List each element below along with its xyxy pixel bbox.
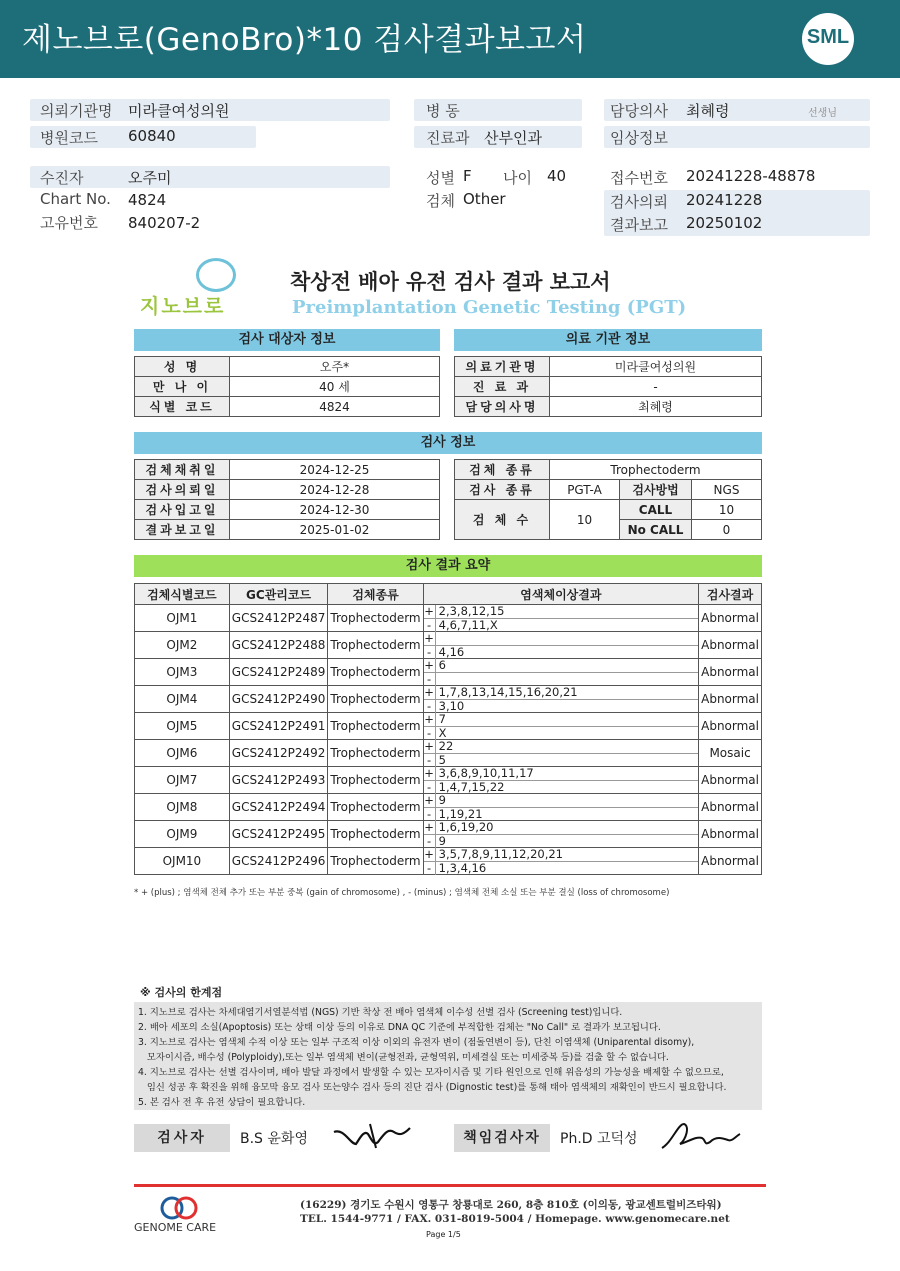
report-subtitle: Preimplantation Genetic Testing (PGT) bbox=[292, 297, 687, 318]
results-header: 검사 결과 요약 bbox=[134, 555, 762, 577]
table-row bbox=[135, 605, 762, 632]
limits-box bbox=[134, 1002, 762, 1110]
limit-line: 임신 성공 후 확진을 위해 융모막 융모 검사 또는양수 검사 등의 진단 검사 (Dignostic test)를 통해 태아 염색체의 재확인이 반드시 필요합니다. bbox=[138, 1082, 727, 1093]
chromosome-result-cell bbox=[423, 632, 699, 659]
spec-type-cell: Trophectoderm bbox=[328, 767, 423, 794]
collect-label: 검체채취일 bbox=[135, 460, 230, 480]
chart-label: Chart No. bbox=[40, 190, 111, 208]
institution-value: 미라클여성의원 bbox=[128, 102, 230, 120]
gc-code-cell: GCS2412P2493 bbox=[229, 767, 328, 794]
spec-type-cell: Trophectoderm bbox=[328, 659, 423, 686]
minus-chromosomes: 5 bbox=[438, 753, 446, 767]
sex-value: F bbox=[463, 167, 472, 185]
minus-chromosome-line bbox=[424, 780, 699, 793]
nocall-label: No CALL bbox=[620, 520, 692, 540]
minus-sign: - bbox=[424, 727, 436, 740]
report-date-value: 20250102 bbox=[686, 214, 763, 232]
plus-chromosomes: 2,3,8,12,15 bbox=[438, 604, 505, 618]
gc-code-cell: GCS2412P2487 bbox=[229, 605, 328, 632]
contact-line: TEL. 1544-9771 / FAX. 031-8019-5004 / Homepage. www.genomecare.net bbox=[300, 1213, 730, 1225]
dept-label: 진료과 bbox=[426, 129, 470, 147]
plus-chromosome-line bbox=[424, 632, 699, 645]
table-row bbox=[135, 659, 762, 686]
doctor-value: 최혜령 bbox=[686, 102, 730, 120]
minus-chromosomes: 1,4,7,15,22 bbox=[438, 780, 505, 794]
minus-sign: - bbox=[424, 862, 436, 875]
tester-label: 검사자 bbox=[134, 1124, 230, 1152]
test-header: 검사 정보 bbox=[134, 432, 762, 454]
request-label: 검사의뢰 bbox=[610, 193, 668, 211]
ward-label: 병 동 bbox=[426, 102, 460, 120]
minus-chromosomes: 4,16 bbox=[438, 645, 465, 659]
plus-chromosomes: 1,7,8,13,14,15,16,20,21 bbox=[438, 685, 578, 699]
minus-chromosome-line bbox=[424, 645, 699, 658]
clinic-dept: - bbox=[550, 377, 762, 397]
plus-sign: + bbox=[424, 658, 434, 672]
chromosome-result-cell bbox=[423, 686, 699, 713]
plus-chromosome-line bbox=[424, 821, 699, 834]
spec-type-cell: Trophectoderm bbox=[328, 794, 423, 821]
minus-chromosome-line bbox=[424, 699, 699, 712]
clinic-table bbox=[454, 356, 762, 417]
minus-chromosomes: 4,6,7,11,X bbox=[438, 618, 498, 632]
subject-header: 검사 대상자 정보 bbox=[134, 329, 440, 351]
gc-code-cell: GCS2412P2495 bbox=[229, 821, 328, 848]
call-label: CALL bbox=[620, 500, 692, 520]
plus-chromosome-line bbox=[424, 794, 699, 807]
subject-age: 40 세 bbox=[230, 377, 440, 397]
plus-chromosomes: 3,6,8,9,10,11,17 bbox=[438, 766, 534, 780]
minus-chromosome-line bbox=[424, 861, 699, 874]
unique-label: 고유번호 bbox=[40, 214, 98, 232]
gc-code-cell: GCS2412P2494 bbox=[229, 794, 328, 821]
patient-label: 수진자 bbox=[40, 169, 84, 187]
results-table bbox=[134, 583, 762, 875]
chromosome-result-cell bbox=[423, 740, 699, 767]
sample-id-cell: OJM6 bbox=[135, 740, 230, 767]
minus-sign: - bbox=[424, 646, 436, 659]
col-sample-id: 검체식별코드 bbox=[135, 584, 230, 605]
table-row bbox=[135, 713, 762, 740]
spec-type-cell: Trophectoderm bbox=[328, 740, 423, 767]
gc-code-cell: GCS2412P2496 bbox=[229, 848, 328, 875]
table-row bbox=[135, 686, 762, 713]
minus-chromosomes: 1,3,4,16 bbox=[438, 861, 487, 875]
request-value: 20241228 bbox=[686, 191, 763, 209]
spec-type-label: 검체 종류 bbox=[455, 460, 550, 480]
results-footnote: * + (plus) ; 염색체 전체 추가 또는 부분 중복 (gain of chromosome) , - (minus) ; 염색체 전체 소실 또는 부분 결실 (loss of chromosome) bbox=[134, 888, 670, 898]
plus-chromosome-line bbox=[424, 659, 699, 672]
chromosome-result-cell bbox=[423, 659, 699, 686]
receipt-label: 접수번호 bbox=[610, 169, 668, 187]
result-cell: Abnormal bbox=[699, 686, 762, 713]
limit-line: 2. 배아 세포의 소실(Apoptosis) 또는 상태 이상 등의 이유로 DNA QC 기준에 부적합한 검체는 "No Call" 로 결과가 보고됩니다. bbox=[138, 1022, 661, 1033]
unique-value: 840207-2 bbox=[128, 214, 201, 232]
sample-id-cell: OJM10 bbox=[135, 848, 230, 875]
minus-chromosomes: 1,19,21 bbox=[438, 807, 483, 821]
receipt-value: 20241228-48878 bbox=[686, 167, 816, 185]
plus-chromosomes: 6 bbox=[438, 658, 446, 672]
sample-id-cell: OJM1 bbox=[135, 605, 230, 632]
minus-chromosome-line bbox=[424, 726, 699, 739]
limit-line: 3. 지노브로 검사는 염색체 수적 이상 또는 일부 구조적 이상 이외의 유전자 변이 (점돌연변이 등), 단친 이염색체 (Uniparental disomy), bbox=[138, 1037, 695, 1048]
dept-value: 산부인과 bbox=[484, 129, 542, 147]
spec-type-cell: Trophectoderm bbox=[328, 632, 423, 659]
minus-sign: - bbox=[424, 673, 436, 686]
subject-table bbox=[134, 356, 440, 417]
plus-chromosome-line bbox=[424, 713, 699, 726]
sample-id-cell: OJM4 bbox=[135, 686, 230, 713]
subject-name-label: 성 명 bbox=[135, 357, 230, 377]
plus-chromosome-line bbox=[424, 848, 699, 861]
limits-header: ※ 검사의 한계점 bbox=[140, 986, 223, 999]
specimen-label: 검체 bbox=[426, 192, 455, 210]
sml-logo-text: SML bbox=[806, 26, 850, 48]
clinic-inst-label: 의료기관명 bbox=[455, 357, 550, 377]
specimen-value: Other bbox=[463, 190, 506, 208]
spec-type: Trophectoderm bbox=[550, 460, 762, 480]
test-detail-table bbox=[454, 459, 762, 540]
minus-sign: - bbox=[424, 781, 436, 794]
genome-care-name: GENOME CARE bbox=[134, 1221, 217, 1234]
plus-sign: + bbox=[424, 793, 434, 807]
plus-chromosome-line bbox=[424, 605, 699, 618]
result-cell: Abnormal bbox=[699, 659, 762, 686]
result-cell: Abnormal bbox=[699, 848, 762, 875]
document-title: 제노브로(GenoBro)*10 검사결과보고서 bbox=[22, 22, 587, 58]
nocall: 0 bbox=[692, 520, 762, 540]
chart-value: 4824 bbox=[128, 191, 167, 209]
subject-name: 오주* bbox=[230, 357, 440, 377]
sex-label: 성별 bbox=[426, 169, 455, 187]
minus-chromosomes: X bbox=[438, 726, 447, 740]
hospital-code-label: 병원코드 bbox=[40, 129, 98, 147]
minus-sign: - bbox=[424, 700, 436, 713]
institution-label: 의뢰기관명 bbox=[40, 102, 113, 120]
col-gc-code: GC관리코드 bbox=[229, 584, 328, 605]
plus-chromosomes: 1,6,19,20 bbox=[438, 820, 494, 834]
patient-box bbox=[30, 166, 390, 188]
plus-sign: + bbox=[424, 766, 434, 780]
method: NGS bbox=[692, 480, 762, 500]
col-spec-type: 검체종류 bbox=[328, 584, 423, 605]
plus-sign: + bbox=[424, 820, 434, 834]
request-date-label: 검사의뢰일 bbox=[135, 480, 230, 500]
sample-id-cell: OJM7 bbox=[135, 767, 230, 794]
chromosome-result-cell bbox=[423, 605, 699, 632]
plus-sign: + bbox=[424, 631, 434, 645]
age-value: 40 bbox=[547, 167, 567, 185]
subject-id-label: 식별 코드 bbox=[135, 397, 230, 417]
subject-age-label: 만 나 이 bbox=[135, 377, 230, 397]
minus-chromosome-line bbox=[424, 672, 699, 685]
chromosome-result-cell bbox=[423, 848, 699, 875]
footer-divider bbox=[134, 1184, 766, 1187]
minus-chromosome-line bbox=[424, 834, 699, 847]
chief-name: Ph.D 고덕성 bbox=[560, 1131, 638, 1147]
table-row bbox=[135, 767, 762, 794]
report-label: 결과보고일 bbox=[135, 520, 230, 540]
minus-sign: - bbox=[424, 619, 436, 632]
limit-line: 5. 본 검사 전 후 유전 상담이 필요합니다. bbox=[138, 1097, 306, 1108]
sample-id-cell: OJM9 bbox=[135, 821, 230, 848]
gc-code-cell: GCS2412P2491 bbox=[229, 713, 328, 740]
result-cell: Abnormal bbox=[699, 605, 762, 632]
spec-type-cell: Trophectoderm bbox=[328, 713, 423, 740]
col-result: 검사결과 bbox=[699, 584, 762, 605]
minus-chromosomes: 9 bbox=[438, 834, 446, 848]
plus-sign: + bbox=[424, 739, 434, 753]
tester-signature bbox=[330, 1118, 414, 1154]
minus-chromosome-line bbox=[424, 807, 699, 820]
sample-id-cell: OJM5 bbox=[135, 713, 230, 740]
receive-date: 2024-12-30 bbox=[230, 500, 440, 520]
minus-chromosome-line bbox=[424, 618, 699, 631]
plus-chromosome-line bbox=[424, 740, 699, 753]
report-title: 착상전 배아 유전 검사 결과 보고서 bbox=[290, 270, 611, 294]
sample-id-cell: OJM8 bbox=[135, 794, 230, 821]
minus-chromosome-line bbox=[424, 753, 699, 766]
table-row bbox=[135, 821, 762, 848]
plus-chromosome-line bbox=[424, 686, 699, 699]
sml-logo bbox=[802, 13, 854, 65]
plus-sign: + bbox=[424, 685, 434, 699]
spec-type-cell: Trophectoderm bbox=[328, 605, 423, 632]
genobro-logo-icon bbox=[196, 258, 236, 292]
result-cell: Abnormal bbox=[699, 713, 762, 740]
minus-sign: - bbox=[424, 835, 436, 848]
clinic-doc: 최혜령 bbox=[550, 397, 762, 417]
count: 10 bbox=[550, 500, 620, 540]
table-row bbox=[135, 632, 762, 659]
title-bar bbox=[0, 0, 900, 78]
request-date: 2024-12-28 bbox=[230, 480, 440, 500]
plus-sign: + bbox=[424, 604, 434, 618]
doctor-suffix: 선생님 bbox=[808, 108, 837, 119]
limit-line: 1. 지노브로 검사는 차세대염기서열분석법 (NGS) 기반 착상 전 배아 염색체 이수성 선별 검사 (Screening test)입니다. bbox=[138, 1007, 623, 1018]
address-line: (16229) 경기도 수원시 영통구 창룡대로 260, 8층 810호 (이의동, 광교센트럴비즈타워) bbox=[300, 1199, 722, 1211]
plus-chromosomes: 7 bbox=[438, 712, 446, 726]
plus-chromosomes: 3,5,7,8,9,11,12,20,21 bbox=[438, 847, 563, 861]
result-cell: Mosaic bbox=[699, 740, 762, 767]
chief-signature bbox=[660, 1116, 744, 1154]
clinic-dept-label: 진 료 과 bbox=[455, 377, 550, 397]
test-type: PGT-A bbox=[550, 480, 620, 500]
chief-label: 책임검사자 bbox=[454, 1124, 550, 1152]
chromosome-result-cell bbox=[423, 794, 699, 821]
plus-chromosomes: 9 bbox=[438, 793, 446, 807]
limit-line: 4. 지노브로 검사는 선별 검사이며, 배아 발달 과정에서 발생할 수 있는 모자이시즘 및 기타 원인으로 인해 위음성의 가능성을 배제할 수 없으므로, bbox=[138, 1067, 724, 1078]
spec-type-cell: Trophectoderm bbox=[328, 821, 423, 848]
table-row bbox=[135, 848, 762, 875]
minus-chromosomes: 3,10 bbox=[438, 699, 465, 713]
chromosome-result-cell bbox=[423, 821, 699, 848]
chromosome-result-cell bbox=[423, 713, 699, 740]
collect-date: 2024-12-25 bbox=[230, 460, 440, 480]
subject-id: 4824 bbox=[230, 397, 440, 417]
page-number: Page 1/5 bbox=[426, 1230, 461, 1239]
genobro-logo-text: 지노브로 bbox=[140, 294, 226, 318]
result-cell: Abnormal bbox=[699, 632, 762, 659]
doctor-label: 담당의사 bbox=[610, 102, 668, 120]
patient-value: 오주미 bbox=[128, 169, 172, 187]
footer-address bbox=[300, 1198, 730, 1226]
spec-type-cell: Trophectoderm bbox=[328, 686, 423, 713]
spec-type-cell: Trophectoderm bbox=[328, 848, 423, 875]
clinic-inst: 미라클여성의원 bbox=[550, 357, 762, 377]
result-cell: Abnormal bbox=[699, 821, 762, 848]
gc-code-cell: GCS2412P2488 bbox=[229, 632, 328, 659]
sample-id-cell: OJM3 bbox=[135, 659, 230, 686]
clinic-doc-label: 담당의사명 bbox=[455, 397, 550, 417]
sample-id-cell: OJM2 bbox=[135, 632, 230, 659]
count-label: 검 체 수 bbox=[455, 500, 550, 540]
plus-chromosomes: 22 bbox=[438, 739, 454, 753]
method-label: 검사방법 bbox=[620, 480, 692, 500]
minus-sign: - bbox=[424, 754, 436, 767]
plus-chromosome-line bbox=[424, 767, 699, 780]
col-chrom-result: 염색체이상결과 bbox=[423, 584, 699, 605]
result-cell: Abnormal bbox=[699, 794, 762, 821]
hospital-code-value: 60840 bbox=[128, 127, 176, 145]
gc-code-cell: GCS2412P2489 bbox=[229, 659, 328, 686]
clinic-header: 의료 기관 정보 bbox=[454, 329, 762, 351]
call: 10 bbox=[692, 500, 762, 520]
table-row bbox=[135, 794, 762, 821]
report-date: 2025-01-02 bbox=[230, 520, 440, 540]
test-type-label: 검사 종류 bbox=[455, 480, 550, 500]
gc-code-cell: GCS2412P2490 bbox=[229, 686, 328, 713]
limit-line: 모자이시즘, 배수성 (Polyploidy),또는 일부 염색체 변이(균형전좌, 균형역위, 미세결실 또는 미세중복 등)를 검출 할 수 없습니다. bbox=[138, 1052, 669, 1063]
tester-name: B.S 윤화영 bbox=[240, 1131, 308, 1147]
report-date-label: 결과보고 bbox=[610, 216, 668, 234]
plus-sign: + bbox=[424, 712, 434, 726]
receive-label: 검사입고일 bbox=[135, 500, 230, 520]
minus-sign: - bbox=[424, 808, 436, 821]
clinical-label: 임상정보 bbox=[610, 129, 668, 147]
age-label: 나이 bbox=[503, 169, 532, 187]
chromosome-result-cell bbox=[423, 767, 699, 794]
gc-code-cell: GCS2412P2492 bbox=[229, 740, 328, 767]
table-row bbox=[135, 740, 762, 767]
result-cell: Abnormal bbox=[699, 767, 762, 794]
test-dates-table bbox=[134, 459, 440, 540]
plus-sign: + bbox=[424, 847, 434, 861]
